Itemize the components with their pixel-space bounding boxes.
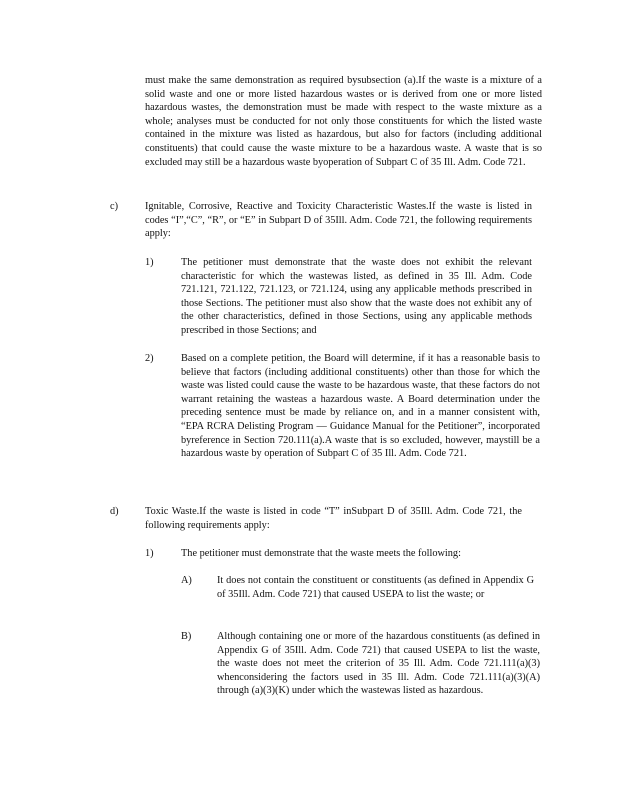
intro-paragraph: must make the same demonstration as required bysubsection (a).If the waste is a mixture of a solid waste and one or more listed hazardous wastes or is derived from one or more listed hazardous wastes, the demonstration must be made with respect to the waste mixture as a whole; analyses must be conducted for not only those constituents for which the listed waste contained in the mixture was listed as hazardous, but also for factors (including additional constituents) that could cause the waste mixture to be a hazardous waste. A waste that is so excluded may still be a hazardous waste byoperation of Subpart C of 35 Ill. Adm. Code 721. xyxy=(145,75,542,168)
section-d-label: d) xyxy=(110,506,119,517)
section-d-subitem-a-text: It does not contain the constituent or constituents (as defined in Appendix G of 35Ill. Adm. Code 721) that caused USEPA to list the waste; or xyxy=(217,575,534,600)
section-c-label: c) xyxy=(110,201,118,212)
section-c-item-1-text: The petitioner must demonstrate that the waste does not exhibit the relevant characteristic for which the wastewas listed, as defined in 35 Ill. Adm. Code 721.121, 721.122, 721.123, or 721.124, using any applicable methods prescribed in those Sections. The petitioner must also show that the waste does not exhibit any of the other characteristics, defined in those Sections, using any applicable methods prescribed in those Sections; and xyxy=(181,257,532,336)
section-d-subitem-b-label: B) xyxy=(181,631,192,642)
section-c-item-2-text: Based on a complete petition, the Board will determine, if it has a reasonable basis to believe that factors (including additional constituents) other than those for which the waste was listed could cause the waste to be hazardous waste, that these factors do not warrant retaining the wasteas a hazardous waste. A Board determination under the preceding sentence must be made by reliance on, and in a manner consistent with, “EPA RCRA Delisting Program — Guidance Manual for the Petitioner”, incorporated byreference in Section 720.111(a).A waste that is so excluded, however, maystill be a hazardous waste by operation of Subpart C of 35 Ill. Adm. Code 721. xyxy=(181,353,540,460)
section-d-subitem-b-text: Although containing one or more of the hazardous constituents (as defined in Appendix G of 35Ill. Adm. Code 721) that caused USEPA to list the waste, the waste does not meet the criterion of 35 Ill. Adm. Code 721.111(a)(3) whenconsidering the factors used in 35 Ill. Adm. Code 721.111(a)(3)(A) through (a)(3)(K) under which the wastewas listed as hazardous. xyxy=(217,631,540,697)
section-d-text: Toxic Waste.If the waste is listed in code “T” inSubpart D of 35Ill. Adm. Code 721, the following requirements apply: xyxy=(145,506,522,531)
section-c-item-2-label: 2) xyxy=(145,353,154,364)
section-d-item-1-label: 1) xyxy=(145,548,154,559)
section-d-subitem-a-label: A) xyxy=(181,575,192,586)
section-c-text: Ignitable, Corrosive, Reactive and Toxicity Characteristic Wastes.If the waste is listed in codes “I”,“C”, “R”, or “E” in Subpart D of 35Ill. Adm. Code 721, the following requirements apply: xyxy=(145,201,532,240)
section-d-item-1-text: The petitioner must demonstrate that the waste meets the following: xyxy=(181,548,461,559)
section-c-item-1-label: 1) xyxy=(145,257,154,268)
